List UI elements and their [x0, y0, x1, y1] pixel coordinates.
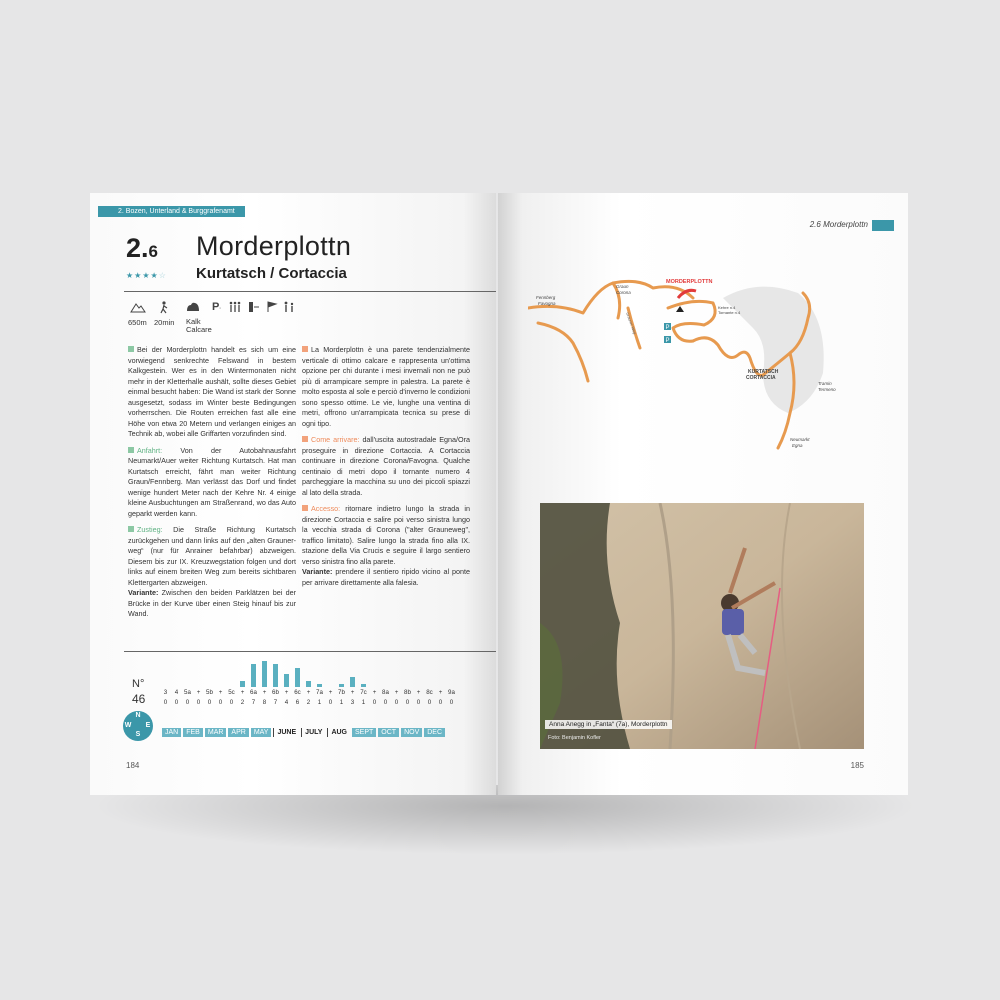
- family-icon: [228, 301, 242, 313]
- text-column-german: Bei der Morderplottn handelt es sich um eine vorwiegend senkrechte Felswand in bestem Kalkgestein. Wer es in den Wintermonaten nicht mehr in der Kletterhalle aushält, sollte dieses Gebiet einmal besucht haben: Die Wand ist stark der Sonne ausgesetzt, sodass im Winter beste Bedingungen vorherrschen. Die Routen erreichen fast alle eine Höhe von etwa 20 Metern und verlangen einiges an Technik ab, wobei alle Griffarten vorzufinden sind. Anfahrt: Von der Autobahnausfahrt Neumarkt/Auer weiter Richtung Kurtatsch. Hat man Kurtatsch erreicht, fährt man weiter Richtung Graun/Fennberg. Man verlässt das Dorf und findet wenige hundert Meter nach der Kehre Nr. 4 einige kleine Ausbuchtungen am Straßenrand, wo das Auto geparkt werden kann. Zustieg: Die Straße Richtung Kurtatsch zurückgehen und dann links auf den „alten Graunerweg“ (nur für Anrainer befahrbar) abzweigen. Diesem bis zur IX. Kreuzwegstation folgen und dort links auf einem breiten Weg zum bereits sichtbaren Klettergarten abzweigen. Variante: Zwischen den beiden Parklätzen bei der Brücke in der Kurve über einen Steig hinauf bis zur Wand.: [128, 345, 297, 618]
- route-count: 1: [339, 699, 344, 706]
- climbing-photo: [540, 503, 864, 749]
- route-count: 0: [229, 699, 234, 706]
- grade-tick: 6c: [294, 689, 301, 696]
- compass-n: N: [135, 712, 141, 719]
- routes-label: N°: [132, 678, 145, 690]
- people-icon: [282, 301, 296, 313]
- route-count: 0: [449, 699, 454, 706]
- svg-text:P: P: [665, 325, 670, 331]
- route-count: 0: [383, 699, 388, 706]
- grade-tick: +: [306, 689, 311, 696]
- month-aug: AUG: [327, 728, 350, 737]
- page-number-left: 184: [126, 761, 140, 770]
- month-feb: FEB: [183, 728, 203, 737]
- histogram-bar: [262, 661, 267, 687]
- grade-tick: +: [262, 689, 267, 696]
- month-dec: DEC: [424, 728, 445, 737]
- route-count: 7: [251, 699, 256, 706]
- month-oct: OCT: [378, 728, 399, 737]
- route-count: 0: [218, 699, 223, 706]
- month-may: MAY: [251, 728, 272, 737]
- stats-row: [130, 301, 310, 341]
- variant-heading: Variante:: [128, 588, 159, 597]
- right-page: [498, 193, 908, 795]
- grade-tick: 6a: [250, 689, 257, 696]
- histogram-bar: [339, 684, 344, 687]
- route-count: 1: [361, 699, 366, 706]
- grade-tick: +: [438, 689, 443, 696]
- month-sept: SEPT: [352, 728, 376, 737]
- route-count: 8: [262, 699, 267, 706]
- footer-rule: [124, 651, 496, 652]
- route-count: 7: [273, 699, 278, 706]
- photo-caption: Anna Anegg in „Fanta“ (7a), Morderplottn: [545, 720, 672, 729]
- histogram-bar: [240, 681, 245, 688]
- hiker-icon: [158, 301, 170, 314]
- variant-heading-it: Variante:: [302, 567, 333, 576]
- grade-tick: +: [416, 689, 421, 696]
- season-months: [162, 728, 447, 742]
- map-label-crag: MORDERPLOTTN: [666, 279, 713, 285]
- map-label-graun: Graun Corona: [616, 284, 631, 295]
- grade-tick: 7b: [338, 689, 345, 696]
- grade-tick: 3: [163, 689, 168, 696]
- route-count: 1: [317, 699, 322, 706]
- route-count: 4: [284, 699, 289, 706]
- grade-tick: +: [240, 689, 245, 696]
- histogram-bar: [273, 664, 278, 687]
- routes-total: 46: [132, 692, 146, 706]
- route-count: 0: [394, 699, 399, 706]
- running-head: 2.6 Morderplottn: [809, 220, 868, 229]
- grade-tick: 7c: [360, 689, 367, 696]
- map-label-tramin: Tramin Termeno: [818, 381, 836, 392]
- compass-w: W: [124, 722, 132, 729]
- grade-tick: +: [394, 689, 399, 696]
- route-count: 2: [240, 699, 245, 706]
- compass-e: E: [145, 722, 151, 729]
- route-count: 2: [306, 699, 311, 706]
- flag-icon: [266, 301, 278, 313]
- month-jan: JAN: [162, 728, 181, 737]
- grade-tick: 8b: [404, 689, 411, 696]
- svg-text:P: P: [665, 338, 670, 344]
- route-count: 0: [438, 699, 443, 706]
- route-count: 0: [416, 699, 421, 706]
- route-count: 0: [196, 699, 201, 706]
- grade-tick: +: [196, 689, 201, 696]
- histogram-bar: [361, 684, 366, 687]
- grade-tick: 4: [174, 689, 179, 696]
- route-count: 0: [427, 699, 432, 706]
- stat-rock-type: Kalk Calcare: [186, 317, 212, 334]
- grade-tick: +: [350, 689, 355, 696]
- grade-tick: +: [328, 689, 333, 696]
- stat-altitude: 650m: [128, 318, 147, 327]
- route-count: 0: [174, 699, 179, 706]
- month-mar: MAR: [205, 728, 227, 737]
- route-count: 0: [185, 699, 190, 706]
- map-label-neumarkt: Neumarkt Egna: [790, 437, 810, 448]
- grade-tick: +: [372, 689, 377, 696]
- approach-heading-it: Come arrivare:: [311, 435, 360, 444]
- histogram-bar: [295, 668, 300, 688]
- grade-histogram: [160, 661, 460, 687]
- compass-s: S: [135, 731, 141, 738]
- histogram-bar: [306, 681, 311, 688]
- header-rule: [124, 291, 496, 292]
- route-count: 0: [372, 699, 377, 706]
- month-nov: NOV: [401, 728, 422, 737]
- stat-approach-time: 20min: [154, 318, 175, 327]
- chapter-tab: 2. Bozen, Unterland & Burggrafenamt: [98, 206, 245, 217]
- route-count: 6: [295, 699, 300, 706]
- rock-icon: [186, 301, 200, 312]
- map-label-road: Grauner Weg: [625, 311, 637, 335]
- rating-stars: ★★★★☆: [126, 271, 167, 280]
- section-number: 2.6: [126, 233, 158, 263]
- month-june: JUNE: [273, 728, 299, 737]
- grade-tick: 7a: [316, 689, 323, 696]
- grade-axis: [160, 689, 460, 699]
- histogram-bar: [317, 684, 322, 687]
- route-count: 0: [328, 699, 333, 706]
- grade-tick: 5a: [184, 689, 191, 696]
- histogram-bar: [350, 677, 355, 687]
- parking-icon: P·: [212, 301, 222, 313]
- text-column-italian: La Morderplottn è una parete tendenzialmente verticale di ottimo calcare e rappresenta un'ottima opzione per chi durante i mesi invernali non ne può più di arrampicare sempre in palestra. La parete è molto esposta al sole e perciò d'inverno le condizioni sono spesso ottime. Le vie, lunghe una ventina di metri, offrono un'arrampicata tecnica su prese di ogni tipo. Come arrivare: dall'uscita autostradale Egna/Ora proseguire in direzione Cortaccia. A Cortaccia continuare in direzione Corona/Favogna. Qualche centinaio di metri dopo il tornante numero 4 parcheggiare la macchina su uno dei piccoli spiazzi al lato della strada. Accesso: ritornare indietro lungo la strada in direzione Cortaccia e salire poi verso sinistra lungo la vecchia strada di Corona ("alter Grauneweg", traffico limitato). Salire lungo la strada fino alla IX. stazione della Via Crucis e seguire il largo sentiero verso sinistra fino alla parete. Variante: prendere il sentiero ripido vicino al ponte per arrivare direttamente alla falesia.: [302, 345, 470, 587]
- grade-tick: 9a: [448, 689, 455, 696]
- left-page: [90, 193, 496, 795]
- running-head-tab: [872, 220, 894, 231]
- crag-icon: [676, 306, 684, 312]
- photo-credit: Foto: Benjamin Kofler: [548, 735, 601, 741]
- photo-image: [540, 503, 864, 749]
- section-subtitle: Kurtatsch / Cortaccia: [196, 265, 347, 282]
- grade-tick: 6b: [272, 689, 279, 696]
- approach-map: [528, 263, 848, 458]
- map-label-village: KURTATSCH CORTACCIA: [746, 369, 779, 381]
- grade-tick: 5c: [228, 689, 235, 696]
- route-counts: [160, 699, 460, 709]
- compass-rose: [123, 711, 153, 741]
- bullet-square: [128, 346, 134, 352]
- histogram-bar: [284, 674, 289, 687]
- grade-tick: 8c: [426, 689, 433, 696]
- route-count: 3: [350, 699, 355, 706]
- book-shadow: [90, 785, 920, 855]
- route-count: 0: [207, 699, 212, 706]
- grade-tick: +: [218, 689, 223, 696]
- page-number-right: 185: [850, 761, 864, 770]
- grade-tick: 5b: [206, 689, 213, 696]
- histogram-bar: [251, 664, 256, 687]
- map-label-fennberg: Fennberg Favogna: [536, 295, 556, 306]
- month-apr: APR: [228, 728, 248, 737]
- access-heading-it: Accesso:: [311, 504, 341, 513]
- grade-tick: +: [284, 689, 289, 696]
- map-label-kehre: Kehre n.4 Tornante n.4: [718, 305, 741, 315]
- month-july: JULY: [301, 728, 325, 737]
- route-count: 0: [163, 699, 168, 706]
- altitude-icon: [130, 301, 146, 313]
- wall-icon: [248, 301, 260, 313]
- approach-heading: Anfahrt:: [137, 445, 163, 455]
- access-heading: Zustieg:: [137, 525, 163, 534]
- grade-tick: 8a: [382, 689, 389, 696]
- route-count: 0: [405, 699, 410, 706]
- section-title: Morderplottn: [196, 231, 352, 261]
